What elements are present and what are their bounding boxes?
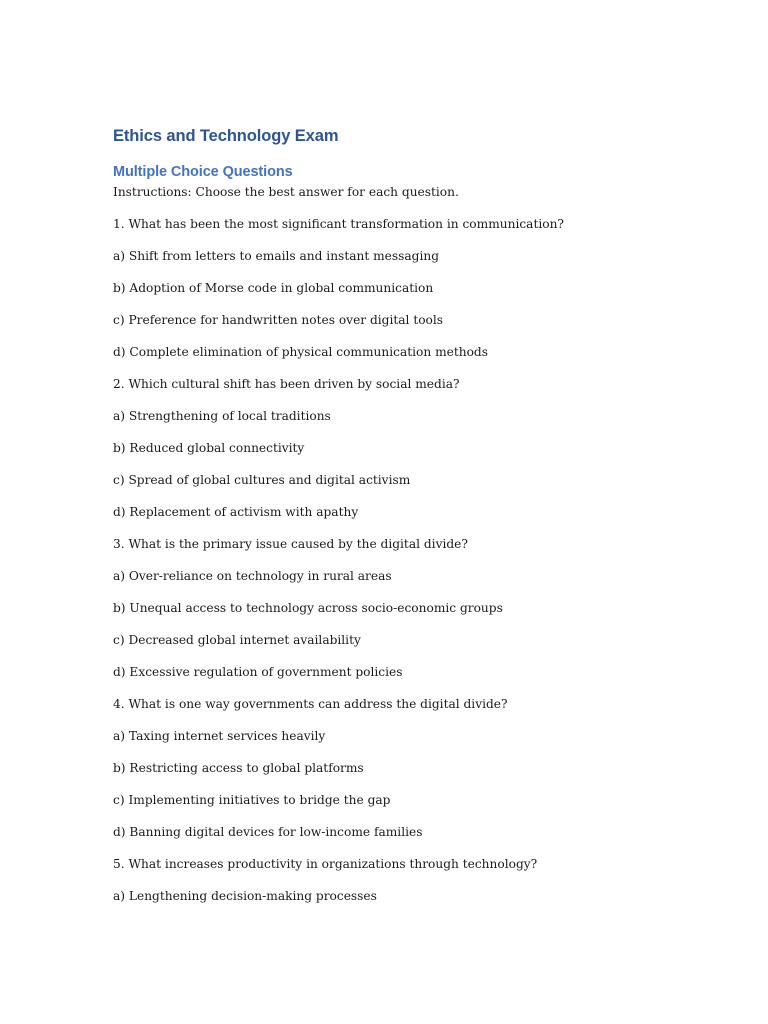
question-block-1 [113, 216, 713, 376]
answer-option: b) Unequal access to technology across socio-economic groups [113, 601, 503, 615]
answer-option: d) Banning digital devices for low-income families [113, 825, 423, 839]
answer-option: b) Reduced global connectivity [113, 441, 305, 455]
answer-option: c) Implementing initiatives to bridge the gap [113, 793, 391, 807]
answer-option: a) Over-reliance on technology in rural areas [113, 569, 392, 583]
answer-option: d) Excessive regulation of government policies [113, 665, 403, 679]
answer-option: a) Lengthening decision-making processes [113, 889, 377, 903]
answer-option: c) Decreased global internet availability [113, 633, 361, 647]
question-block-5 [113, 856, 713, 920]
answer-option: d) Complete elimination of physical communication methods [113, 345, 488, 359]
question-text: 2. Which cultural shift has been driven by social media? [113, 377, 460, 391]
answer-option: c) Spread of global cultures and digital activism [113, 473, 411, 487]
answer-option: a) Taxing internet services heavily [113, 729, 326, 743]
question-text: 1. What has been the most significant transformation in communication? [113, 217, 564, 231]
answer-option: c) Preference for handwritten notes over digital tools [113, 313, 444, 327]
answer-option: d) Replacement of activism with apathy [113, 505, 359, 519]
answer-option: a) Shift from letters to emails and instant messaging [113, 249, 439, 263]
answer-option: b) Restricting access to global platforms [113, 761, 364, 775]
question-text: 5. What increases productivity in organizations through technology? [113, 857, 538, 871]
question-text: 3. What is the primary issue caused by the digital divide? [113, 537, 468, 551]
section-heading: Multiple Choice Questions [113, 164, 293, 180]
document-title: Ethics and Technology Exam [113, 127, 339, 145]
question-block-3 [113, 536, 713, 696]
question-text: 4. What is one way governments can address the digital divide? [113, 697, 508, 711]
answer-option: a) Strengthening of local traditions [113, 409, 331, 423]
question-block-2 [113, 376, 713, 536]
answer-option: b) Adoption of Morse code in global communication [113, 281, 434, 295]
question-block-4 [113, 696, 713, 856]
instructions-text: Instructions: Choose the best answer for each question. [113, 185, 459, 199]
document-page [113, 124, 713, 920]
